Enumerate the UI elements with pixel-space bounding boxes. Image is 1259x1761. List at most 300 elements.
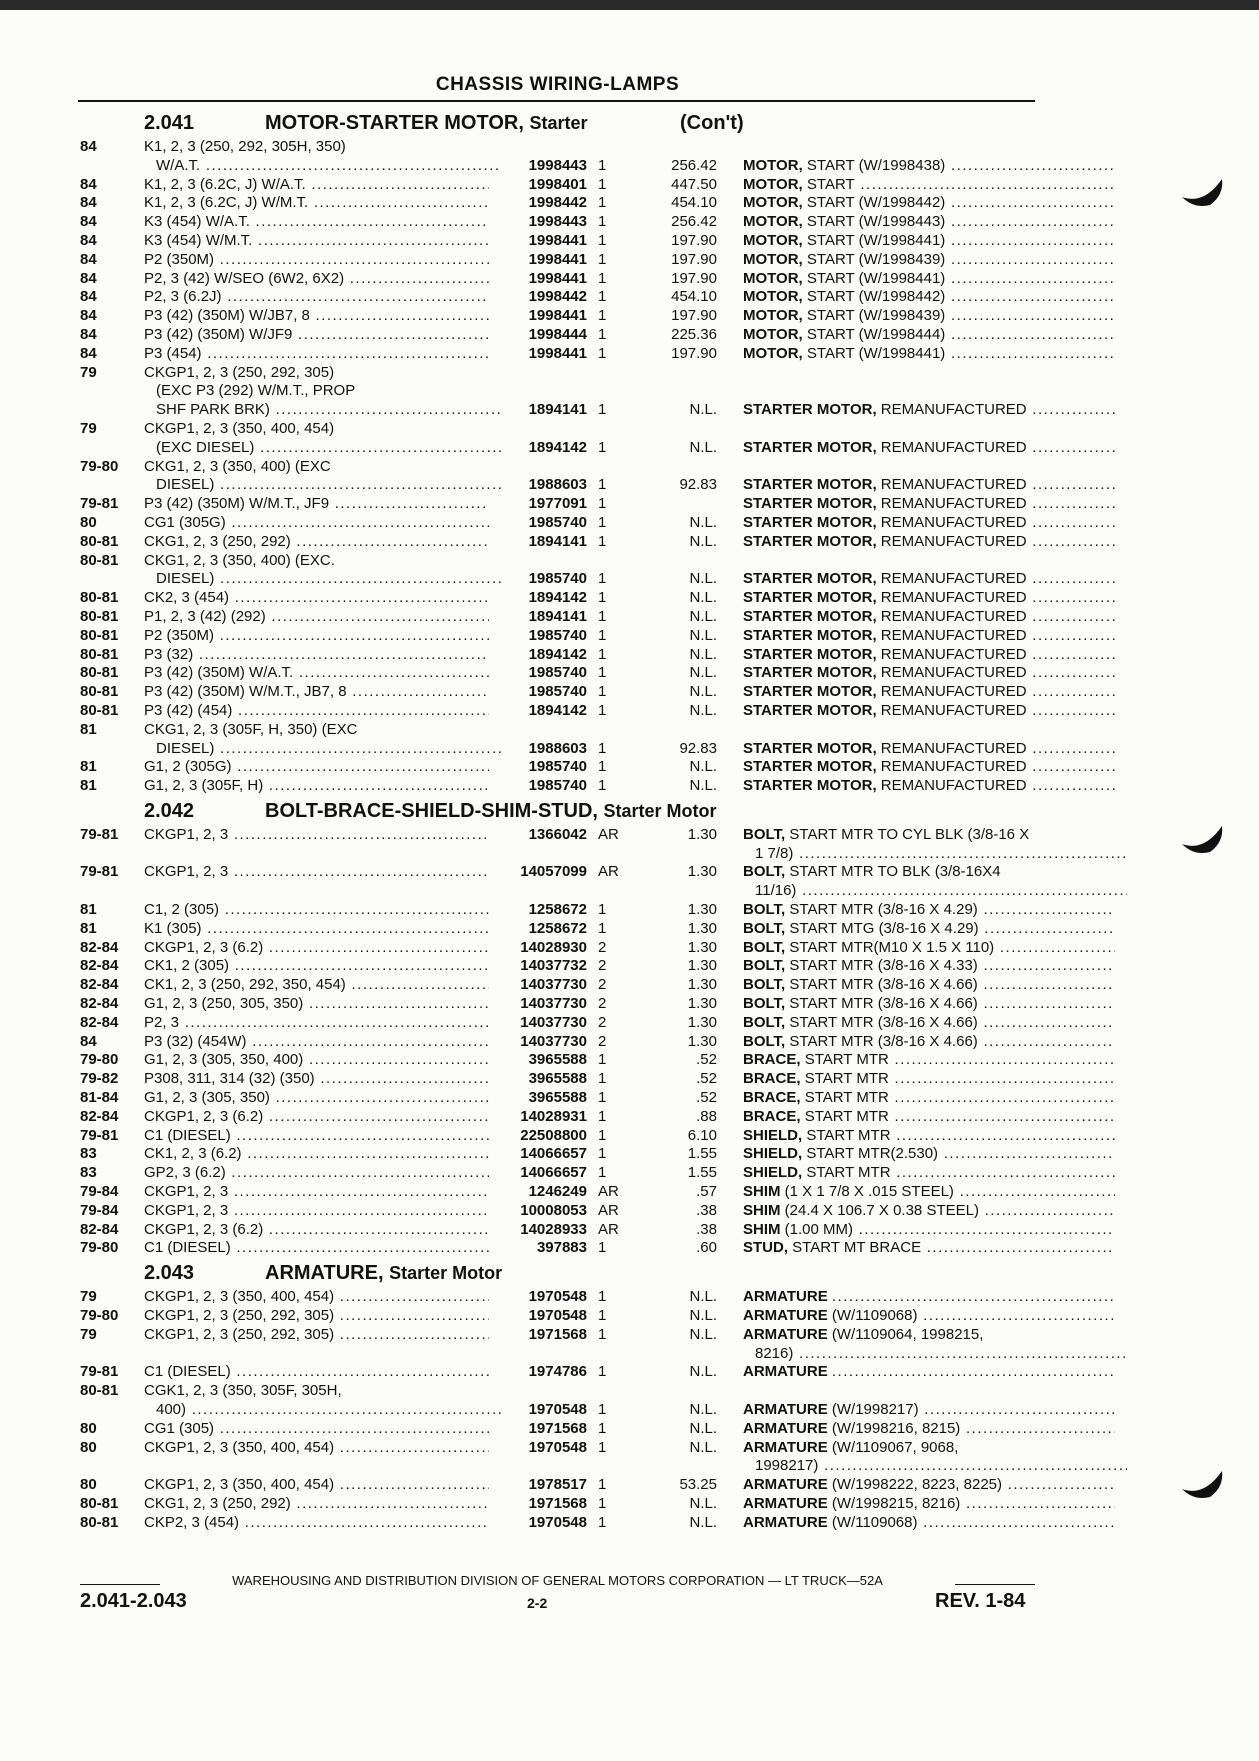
application-text: P3 (454): [144, 344, 202, 362]
price: 197.90: [671, 307, 717, 325]
part-number: 1985740: [528, 683, 587, 701]
part-row: [80, 345, 1040, 364]
application: [144, 1326, 489, 1345]
application: [144, 439, 501, 458]
price: N.L.: [689, 777, 717, 795]
description-text: REMANUFACTURED: [880, 701, 1027, 719]
scan-top-edge: [0, 0, 1259, 10]
quantity: 1: [598, 156, 607, 174]
part-number: 22508800: [520, 1126, 587, 1144]
part-row: [80, 863, 1040, 901]
description-text: START MTR: [804, 1107, 889, 1125]
binder-hole-mark: [1180, 175, 1226, 209]
description-keyword: STARTER MOTOR,: [743, 401, 877, 419]
model-years: 82-84: [80, 1107, 119, 1125]
description: [743, 232, 1115, 251]
application: [144, 777, 489, 796]
part-number: 1998441: [528, 344, 587, 362]
model-years: 84: [80, 344, 97, 362]
part-row: [80, 976, 1040, 995]
part-number: 14037732: [520, 957, 587, 975]
description-text: START MTR: [804, 1070, 889, 1088]
quantity: 2: [598, 957, 607, 975]
part-row: [80, 288, 1040, 307]
description: [743, 194, 1115, 213]
quantity: 1: [598, 532, 607, 550]
application: [144, 1363, 489, 1382]
part-number: 1894142: [528, 438, 587, 456]
price: N.L.: [689, 1401, 717, 1418]
price: N.L.: [689, 683, 717, 701]
description-text: START MTR (3/8-16 X 4.29): [789, 901, 978, 919]
description-text: (W/1998216, 8215): [831, 1419, 961, 1437]
model-years: 80-81: [80, 607, 119, 625]
application: [144, 1221, 489, 1240]
model-years: 79: [80, 1288, 97, 1306]
application-text: CKGP1, 2, 3 (350, 400, 454): [144, 1288, 335, 1306]
part-number: 1978517: [528, 1476, 587, 1494]
description: [743, 1288, 1115, 1307]
quantity: 1: [598, 307, 607, 325]
price: 1.30: [687, 1032, 717, 1050]
section-subtitle: Starter: [529, 113, 588, 133]
model-years: 84: [80, 307, 97, 325]
model-years: 79-80: [80, 1307, 119, 1325]
application: [144, 1439, 489, 1458]
application-text: CKGP1, 2, 3 (250, 292, 305): [144, 363, 335, 381]
binder-hole-mark: [1180, 822, 1226, 856]
model-years: 79-81: [80, 495, 119, 513]
description: [743, 1345, 1127, 1364]
quantity: 2: [598, 995, 607, 1013]
part-number: 1998441: [528, 250, 587, 268]
description-keyword: STARTER MOTOR,: [743, 438, 877, 456]
application: [144, 213, 489, 232]
description-text: START (W/1998438): [806, 156, 946, 174]
description-keyword: MOTOR,: [743, 344, 803, 362]
part-number: 14057099: [520, 863, 587, 881]
application: [144, 458, 489, 477]
description-keyword: ARMATURE: [743, 1438, 828, 1456]
description-text: (W/1109068): [831, 1513, 918, 1531]
quantity: 1: [598, 1145, 607, 1163]
section-title: [80, 796, 1040, 826]
part-number: 1971568: [528, 1419, 587, 1437]
application-text: C1 (DIESEL): [144, 1363, 231, 1381]
page-header: CHASSIS WIRING-LAMPS: [435, 74, 680, 95]
part-number: 10008053: [520, 1201, 587, 1219]
part-row: [80, 1051, 1040, 1070]
description: [743, 1183, 1115, 1202]
description-keyword: STARTER MOTOR,: [743, 476, 877, 494]
application: [144, 270, 489, 289]
description: [743, 683, 1115, 702]
price: 225.36: [671, 325, 717, 343]
part-number: 1998442: [528, 288, 587, 306]
application: [144, 1401, 501, 1420]
price: N.L.: [689, 589, 717, 607]
footer-page-number: 2-2: [527, 1595, 548, 1611]
model-years: 80: [80, 513, 97, 531]
model-years: 79-81: [80, 863, 119, 881]
part-number: 397883: [536, 1239, 587, 1257]
price: N.L.: [689, 758, 717, 776]
application-text: K1, 2, 3 (6.2C, J) W/A.T.: [144, 175, 306, 193]
application-text: CKP2, 3 (454): [144, 1513, 240, 1531]
description-text: REMANUFACTURED: [880, 664, 1027, 682]
quantity: 1: [598, 438, 607, 456]
description: [743, 1070, 1115, 1089]
application-text: CKG1, 2, 3 (350, 400) (EXC.: [144, 551, 335, 569]
application: [144, 194, 489, 213]
description: [743, 627, 1115, 646]
application-text: P2 (350M): [144, 626, 215, 644]
quantity: 1: [598, 1494, 607, 1512]
description-text: (W/1109067, 9068,: [831, 1438, 959, 1456]
model-years: 81-84: [80, 1089, 119, 1107]
description-text: (W/1998222, 8223, 8225): [831, 1476, 1003, 1494]
description-text: REMANUFACTURED: [880, 401, 1027, 419]
application: [144, 401, 501, 420]
section-number: 2.041: [144, 112, 195, 134]
application-text: (EXC P3 (292) W/M.T., PROP: [156, 382, 356, 400]
application-text: CKGP1, 2, 3: [144, 825, 229, 843]
application: [144, 307, 489, 326]
description-text: START MTR: [804, 1089, 889, 1107]
model-years: 79-84: [80, 1183, 119, 1201]
application-text: CKGP1, 2, 3 (6.2): [144, 1107, 264, 1125]
application: [144, 1239, 489, 1258]
part-number: 1258672: [528, 919, 587, 937]
description: [743, 826, 1115, 845]
part-row: [80, 646, 1040, 665]
application-text: (EXC DIESEL): [156, 438, 255, 456]
part-number: 14037730: [520, 1032, 587, 1050]
model-years: 79-81: [80, 1126, 119, 1144]
description: [743, 1420, 1115, 1439]
description-text: START (W/1998439): [806, 307, 946, 325]
price: 447.50: [671, 175, 717, 193]
description-keyword: BOLT,: [743, 1013, 786, 1031]
description: [743, 1514, 1115, 1533]
quantity: 1: [598, 1401, 607, 1418]
part-row: [80, 176, 1040, 195]
description-text: REMANUFACTURED: [880, 532, 1027, 550]
description-text: REMANUFACTURED: [880, 513, 1027, 531]
description-keyword: SHIM: [743, 1220, 781, 1238]
model-years: 84: [80, 175, 97, 193]
description-text: (W/1998217): [831, 1401, 919, 1418]
quantity: 1: [598, 739, 607, 757]
footer-revision: REV. 1-84: [935, 1590, 1026, 1612]
model-years: 84: [80, 269, 97, 287]
application: [144, 608, 489, 627]
description: [743, 702, 1115, 721]
model-years: 79-81: [80, 825, 119, 843]
description-keyword: MOTOR,: [743, 213, 803, 231]
price: N.L.: [689, 1325, 717, 1343]
model-years: 79-84: [80, 1201, 119, 1219]
quantity: 1: [598, 1107, 607, 1125]
application: [144, 646, 489, 665]
description: [743, 882, 1127, 901]
application-text: CG1 (305G): [144, 513, 226, 531]
description-keyword: ARMATURE: [743, 1401, 828, 1418]
price: N.L.: [689, 626, 717, 644]
description-keyword: STARTER MOTOR,: [743, 532, 877, 550]
part-row: [80, 683, 1040, 702]
description-text: (1 X 1 7/8 X .015 STEEL): [784, 1183, 954, 1201]
quantity: 1: [598, 495, 607, 513]
application: [144, 1514, 489, 1533]
quantity: 2: [598, 976, 607, 994]
application-text: P3 (32): [144, 645, 194, 663]
description: [743, 1439, 1115, 1458]
part-row: [80, 552, 1040, 590]
quantity: AR: [598, 825, 619, 843]
quantity: 1: [598, 1307, 607, 1325]
section-heading: [265, 796, 717, 826]
part-row: [80, 194, 1040, 213]
description-keyword: STARTER MOTOR,: [743, 626, 877, 644]
description-text: START MTR(2.530): [806, 1145, 939, 1163]
quantity: 1: [598, 1325, 607, 1343]
description: [743, 863, 1115, 882]
price: 1.30: [687, 863, 717, 881]
quantity: AR: [598, 1183, 619, 1201]
description-keyword: MOTOR,: [743, 250, 803, 268]
price: N.L.: [689, 701, 717, 719]
section-title-text: BOLT-BRACE-SHIELD-SHIM-STUD,: [265, 799, 598, 822]
application: [144, 976, 489, 995]
price: 197.90: [671, 231, 717, 249]
description-text: START (W/1998441): [806, 344, 946, 362]
description: [743, 1033, 1115, 1052]
application: [144, 476, 501, 495]
application-text: CKGP1, 2, 3 (350, 400, 454): [144, 1476, 335, 1494]
application-text: 400): [156, 1401, 187, 1418]
application-text: C1 (DIESEL): [144, 1126, 231, 1144]
model-years: 83: [80, 1145, 97, 1163]
description-keyword: BRACE,: [743, 1070, 801, 1088]
description: [743, 514, 1115, 533]
part-number: 1998441: [528, 231, 587, 249]
description: [743, 664, 1115, 683]
application: [144, 683, 489, 702]
part-number: 1971568: [528, 1325, 587, 1343]
price: N.L.: [689, 1419, 717, 1437]
part-number: 1998444: [528, 325, 587, 343]
price: 197.90: [671, 344, 717, 362]
model-years: 82-84: [80, 976, 119, 994]
application-text: CKGP1, 2, 3 (250, 292, 305): [144, 1307, 335, 1325]
application: [144, 533, 489, 552]
description-text: START MTR(M10 X 1.5 X 110): [789, 938, 995, 956]
description-text: REMANUFACTURED: [880, 589, 1027, 607]
model-years: 84: [80, 194, 97, 212]
part-row: [80, 1127, 1040, 1146]
part-row: [80, 1202, 1040, 1221]
model-years: 80-81: [80, 664, 119, 682]
price: .88: [696, 1107, 717, 1125]
application: [144, 758, 489, 777]
part-number: 1974786: [528, 1363, 587, 1381]
description-text: START (W/1998439): [806, 250, 946, 268]
description-text: (W/1109068): [831, 1307, 918, 1325]
application-text: CK1, 2 (305): [144, 957, 230, 975]
application-text: G1, 2, 3 (305, 350): [144, 1089, 270, 1107]
quantity: 1: [598, 231, 607, 249]
model-years: 84: [80, 288, 97, 306]
part-row: [80, 939, 1040, 958]
application: [144, 826, 489, 845]
description-text: START MTR: [804, 1051, 889, 1069]
application: [144, 901, 489, 920]
quantity: 1: [598, 1419, 607, 1437]
part-row: [80, 957, 1040, 976]
quantity: 1: [598, 1288, 607, 1306]
application-text: P3 (42) (350M) W/JB7, 8: [144, 307, 310, 325]
part-row: [80, 721, 1040, 759]
price: 1.30: [687, 825, 717, 843]
application-text: CKGP1, 2, 3 (6.2): [144, 938, 264, 956]
quantity: 1: [598, 1070, 607, 1088]
model-years: 79-80: [80, 1051, 119, 1069]
quantity: AR: [598, 1201, 619, 1219]
application-text: CKG1, 2, 3 (250, 292): [144, 532, 291, 550]
description-text: REMANUFACTURED: [880, 645, 1027, 663]
application-text: GP2, 3 (6.2): [144, 1164, 226, 1182]
description: [743, 1145, 1115, 1164]
application: [144, 1051, 489, 1070]
section-title: [80, 108, 1040, 138]
application: [144, 345, 489, 364]
price: 256.42: [671, 213, 717, 231]
part-row: [80, 901, 1040, 920]
description-keyword: STARTER MOTOR,: [743, 683, 877, 701]
model-years: 81: [80, 919, 97, 937]
parts-listing: [80, 108, 1040, 1533]
description: [743, 176, 1115, 195]
part-row: [80, 138, 1040, 176]
application-text: CKGP1, 2, 3: [144, 1183, 229, 1201]
application: [144, 514, 489, 533]
part-number: 1988603: [528, 739, 587, 757]
application-text: CKG1, 2, 3 (350, 400) (EXC: [144, 457, 331, 475]
application: [144, 495, 489, 514]
description-keyword: ARMATURE: [743, 1419, 828, 1437]
quantity: 1: [598, 645, 607, 663]
application-text: P3 (42) (350M) W/M.T., JF9: [144, 495, 330, 513]
price: N.L.: [689, 645, 717, 663]
model-years: 81: [80, 901, 97, 919]
model-years: 80-81: [80, 589, 119, 607]
part-row: [80, 514, 1040, 533]
part-number: 14037730: [520, 995, 587, 1013]
application-text: P3 (32) (454W): [144, 1032, 247, 1050]
price: 1.55: [687, 1164, 717, 1182]
price: 6.10: [687, 1126, 717, 1144]
description: [743, 957, 1115, 976]
description-keyword: STARTER MOTOR,: [743, 589, 877, 607]
description-keyword: ARMATURE: [743, 1494, 828, 1512]
description-keyword: STARTER MOTOR,: [743, 513, 877, 531]
quantity: 1: [598, 1476, 607, 1494]
quantity: 1: [598, 777, 607, 795]
application: [144, 1202, 489, 1221]
application-text: G1, 2, 3 (305F, H): [144, 777, 264, 795]
quantity: 1: [598, 626, 607, 644]
description-keyword: STARTER MOTOR,: [743, 777, 877, 795]
quantity: 1: [598, 250, 607, 268]
price: N.L.: [689, 532, 717, 550]
price: 1.30: [687, 938, 717, 956]
part-number: 1985740: [528, 513, 587, 531]
application: [144, 664, 489, 683]
footer-division-line: WAREHOUSING AND DISTRIBUTION DIVISION OF GENERAL MOTORS CORPORATION — LT TRUCK—52A: [232, 1573, 883, 1588]
part-number: 1894142: [528, 701, 587, 719]
part-row: [80, 920, 1040, 939]
part-number: 14037730: [520, 976, 587, 994]
model-years: 80: [80, 1419, 97, 1437]
quantity: 1: [598, 1089, 607, 1107]
part-row: [80, 1108, 1040, 1127]
model-years: 80-81: [80, 683, 119, 701]
application: [144, 176, 489, 195]
quantity: AR: [598, 863, 619, 881]
model-years: 82-84: [80, 995, 119, 1013]
price: 1.30: [687, 976, 717, 994]
description-text: REMANUFACTURED: [880, 607, 1027, 625]
model-years: 84: [80, 138, 97, 155]
application: [144, 589, 489, 608]
description: [743, 608, 1115, 627]
part-number: 3965588: [528, 1051, 587, 1069]
part-row: [80, 1089, 1040, 1108]
description-keyword: ARMATURE: [743, 1288, 828, 1306]
application-text: CKGP1, 2, 3: [144, 1201, 229, 1219]
part-row: [80, 1033, 1040, 1052]
application-text: CK1, 2, 3 (6.2): [144, 1145, 242, 1163]
description: [743, 1164, 1115, 1183]
application-text: P3 (42) (350M) W/M.T., JB7, 8: [144, 683, 347, 701]
price: N.L.: [689, 1288, 717, 1306]
model-years: 80-81: [80, 701, 119, 719]
application-text: K1 (305): [144, 919, 202, 937]
description-text: START MTR (3/8-16 X 4.66): [789, 1013, 978, 1031]
application-text: CKGP1, 2, 3 (6.2): [144, 1220, 264, 1238]
part-number: 1988603: [528, 476, 587, 494]
model-years: 82-84: [80, 1013, 119, 1031]
application-text: C1, 2 (305): [144, 901, 220, 919]
description-keyword: MOTOR,: [743, 269, 803, 287]
application: [144, 1108, 489, 1127]
model-years: 80-81: [80, 1494, 119, 1512]
application-text: W/A.T.: [156, 156, 201, 174]
quantity: 1: [598, 701, 607, 719]
price: N.L.: [689, 438, 717, 456]
application: [144, 957, 489, 976]
description: [743, 589, 1115, 608]
part-row: [80, 420, 1040, 458]
description-text: START MTR (3/8-16 X 4.33): [789, 957, 978, 975]
application-text: P308, 311, 314 (32) (350): [144, 1070, 315, 1088]
description-text: 1 7/8): [755, 844, 794, 862]
price: N.L.: [689, 1494, 717, 1512]
description: [743, 439, 1115, 458]
application: [144, 1382, 489, 1401]
description-keyword: BOLT,: [743, 957, 786, 975]
